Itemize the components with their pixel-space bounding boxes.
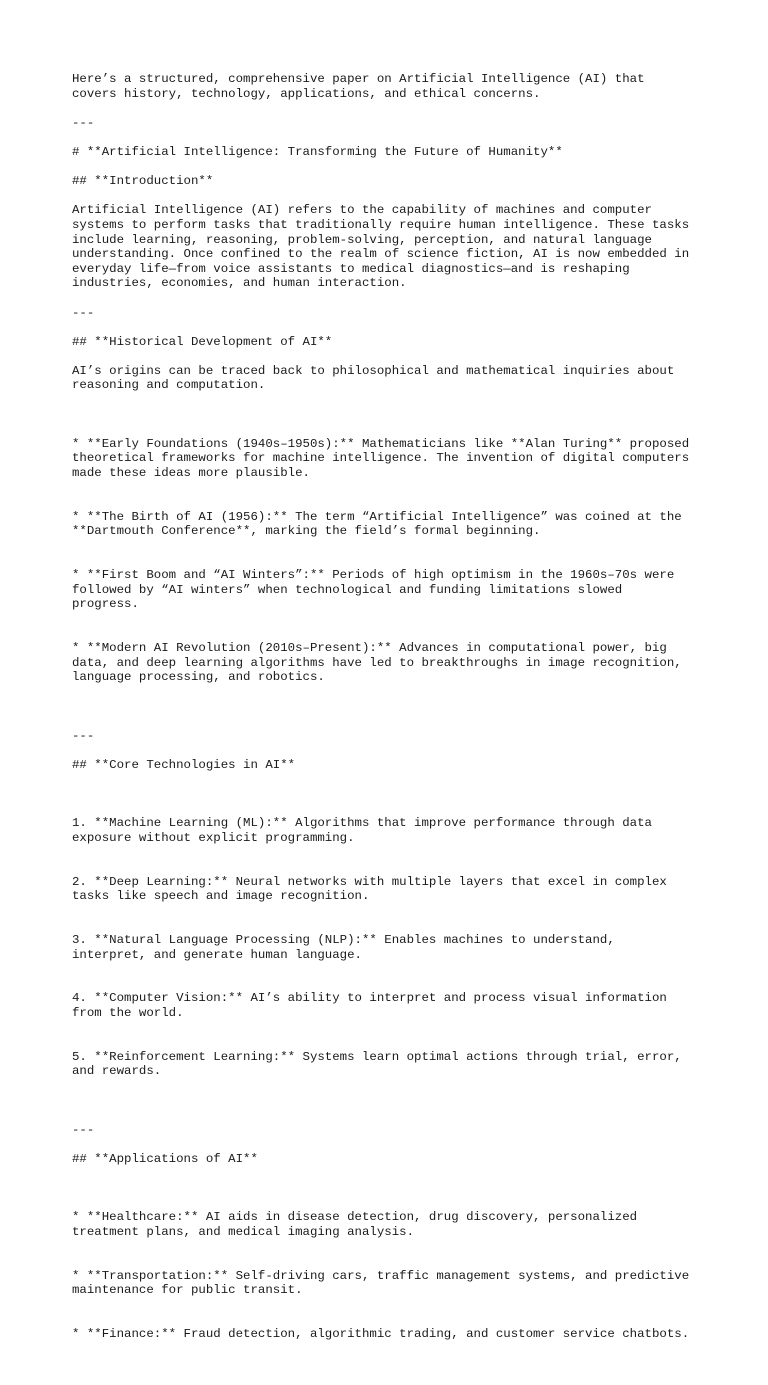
list-item: * **First Boom and “AI Winters”:** Periods of high optimism in the 1960s–70s were followed by “AI winters” when technological and funding limitations slowed progress. (72, 568, 675, 612)
horizontal-rule: --- (72, 305, 95, 320)
applications-list (72, 1181, 712, 1371)
horizontal-rule: --- (72, 728, 95, 743)
list-item: * **Healthcare:** AI aids in disease detection, drug discovery, personalized treatment plans, and medical imaging analysis. (72, 1210, 638, 1239)
list-item: * **Finance:** Fraud detection, algorithmic trading, and customer service chatbots. (72, 1327, 690, 1342)
introduction-paragraph: Artificial Intelligence (AI) refers to the capability of machines and computer systems to perform tasks that traditionally require human intelligence. These tasks include learning, reasoning, problem-solving, perception, and natural language understanding. Once confined to the realm of science fiction, AI is now embedded in everyday life—from voice assistants to medical diagnostics—and is reshaping industries, economies, and human interaction. (72, 203, 690, 291)
list-item: * **Transportation:** Self-driving cars, traffic management systems, and predictive maintenance for public transit. (72, 1268, 690, 1298)
history-heading: ## **Historical Development of AI** (72, 334, 333, 349)
document-page (72, 72, 712, 1385)
list-item: 5. **Reinforcement Learning:** Systems learn optimal actions through trial, error, and rewards. (72, 1049, 682, 1079)
core-technologies-heading: ## **Core Technologies in AI** (72, 757, 296, 772)
list-item: * **Early Foundations (1940s–1950s):** Mathematicians like **Alan Turing** proposed theoretical frameworks for machine intelligence. The invention of digital computers made these ideas more plausible. (72, 436, 690, 481)
list-item: * **The Birth of AI (1956):** The term “Artificial Intelligence” was coined at the **Dartmouth Conference**, marking the field’s formal beginning. (72, 509, 682, 539)
horizontal-rule: --- (72, 1122, 95, 1137)
history-lead-paragraph: AI’s origins can be traced back to philosophical and mathematical inquiries about reasoning and computation. (72, 363, 675, 393)
horizontal-rule: --- (72, 115, 95, 130)
document-title: # **Artificial Intelligence: Transforming the Future of Humanity** (72, 144, 563, 159)
core-technologies-list (72, 787, 712, 1108)
intro-paragraph: Here’s a structured, comprehensive paper on Artificial Intelligence (AI) that covers history, technology, applications, and ethical concerns. (72, 72, 645, 101)
list-item: 4. **Computer Vision:** AI’s ability to interpret and process visual information from the world. (72, 991, 667, 1020)
list-item: * **Modern AI Revolution (2010s–Present):** Advances in computational power, big data, and deep learning algorithms have led to breakthroughs in image recognition, language processing, and robotics. (72, 641, 682, 685)
history-list (72, 408, 712, 714)
introduction-heading: ## **Introduction** (72, 174, 214, 189)
applications-heading: ## **Applications of AI** (72, 1151, 258, 1166)
list-item: 2. **Deep Learning:** Neural networks with multiple layers that excel in complex tasks like speech and image recognition. (72, 874, 667, 904)
list-item: 3. **Natural Language Processing (NLP):** Enables machines to understand, interpret, and generate human language. (72, 933, 615, 962)
list-item: 1. **Machine Learning (ML):** Algorithms that improve performance through data exposure without explicit programming. (72, 816, 652, 845)
